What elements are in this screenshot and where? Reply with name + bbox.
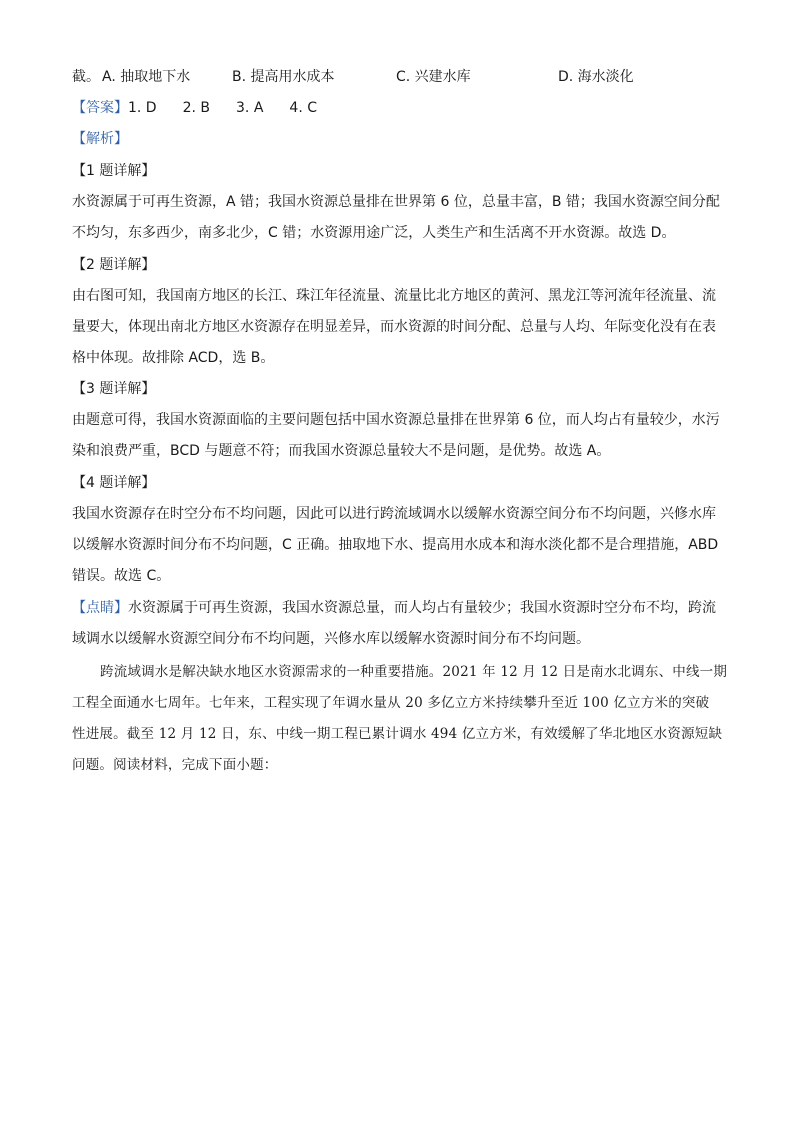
option-c: C. 兴建水库 [396,69,471,85]
option-a: A. 抽取地下水 [102,69,191,85]
answer-item: 4. C [289,100,317,116]
answer-item: 3. A [236,100,264,116]
option-d: D. 海水淡化 [558,69,634,85]
q3-heading: 【3 题详解】 [72,381,156,397]
q1-line: 水资源属于可再生资源，A 错；我国水资源总量排在世界第 6 位，总量丰富，B 错；我国水资源空间分配 [72,194,720,210]
answer-line [72,97,722,119]
tip-text: 水资源属于可再生资源，我国水资源总量，而人均占有量较少；我国水资源时空分布不均，跨流 [128,600,716,616]
q4-line: 错误。故选 C。 [72,568,171,584]
q3-line: 染和浪费严重，BCD 与题意不符；而我国水资源总量较大不是问题，是优势。故选 A。 [72,443,611,459]
passage-line: 性进展。截至 12 月 12 日，东、中线一期工程已累计调水 494 亿立方米，有效缓解了华北地区水资源短缺 [72,726,723,742]
answer-item: 2. B [182,100,211,116]
q1-line: 不均匀，东多西少，南多北少，C 错；水资源用途广泛，人类生产和生活离不开水资源。故选 D。 [72,225,676,241]
answer-item: 1. D [128,100,157,116]
option-b: B. 提高用水成本 [232,69,335,85]
q4-heading: 【4 题详解】 [72,475,156,491]
q2-heading: 【2 题详解】 [72,257,156,273]
q2-line: 由右图可知，我国南方地区的长江、珠江年径流量、流量比北方地区的黄河、黑龙江等河流年径流量、流 [72,288,716,304]
tip-line: 域调水以缓解水资源空间分布不均问题，兴修水库以缓解水资源时间分布不均问题。 [72,631,590,647]
option-lead: 截。 [72,69,100,85]
passage-line: 工程全面通水七周年。七年来，工程实现了年调水量从 20 多亿立方米持续攀升至近 100 亿立方米的突破 [72,695,710,711]
analysis-label: 【解析】 [72,131,128,147]
q2-line: 量要大，体现出南北方地区水资源存在明显差异，而水资源的时间分配、总量与人均、年际变化没有在表 [72,319,716,335]
passage-line: 跨流域调水是解决缺水地区水资源需求的一种重要措施。2021 年 12 月 12 日是南水北调东、中线一期 [100,664,728,680]
answer-label: 【答案】 [72,100,128,116]
q2-line: 格中体现。故排除 ACD，选 B。 [72,350,275,366]
tip-line [72,597,722,619]
tip-label: 【点睛】 [72,600,128,616]
q4-line: 以缓解水资源时间分布不均问题，C 正确。抽取地下水、提高用水成本和海水淡化都不是合理措施，ABD [72,537,719,553]
q1-heading: 【1 题详解】 [72,163,156,179]
passage-line: 问题。阅读材料，完成下面小题： [72,757,278,773]
q4-line: 我国水资源存在时空分布不均问题，因此可以进行跨流域调水以缓解水资源空间分布不均问题，兴修水库 [72,506,716,522]
q3-line: 由题意可得，我国水资源面临的主要问题包括中国水资源总量排在世界第 6 位，而人均占有量较少，水污 [72,412,720,428]
